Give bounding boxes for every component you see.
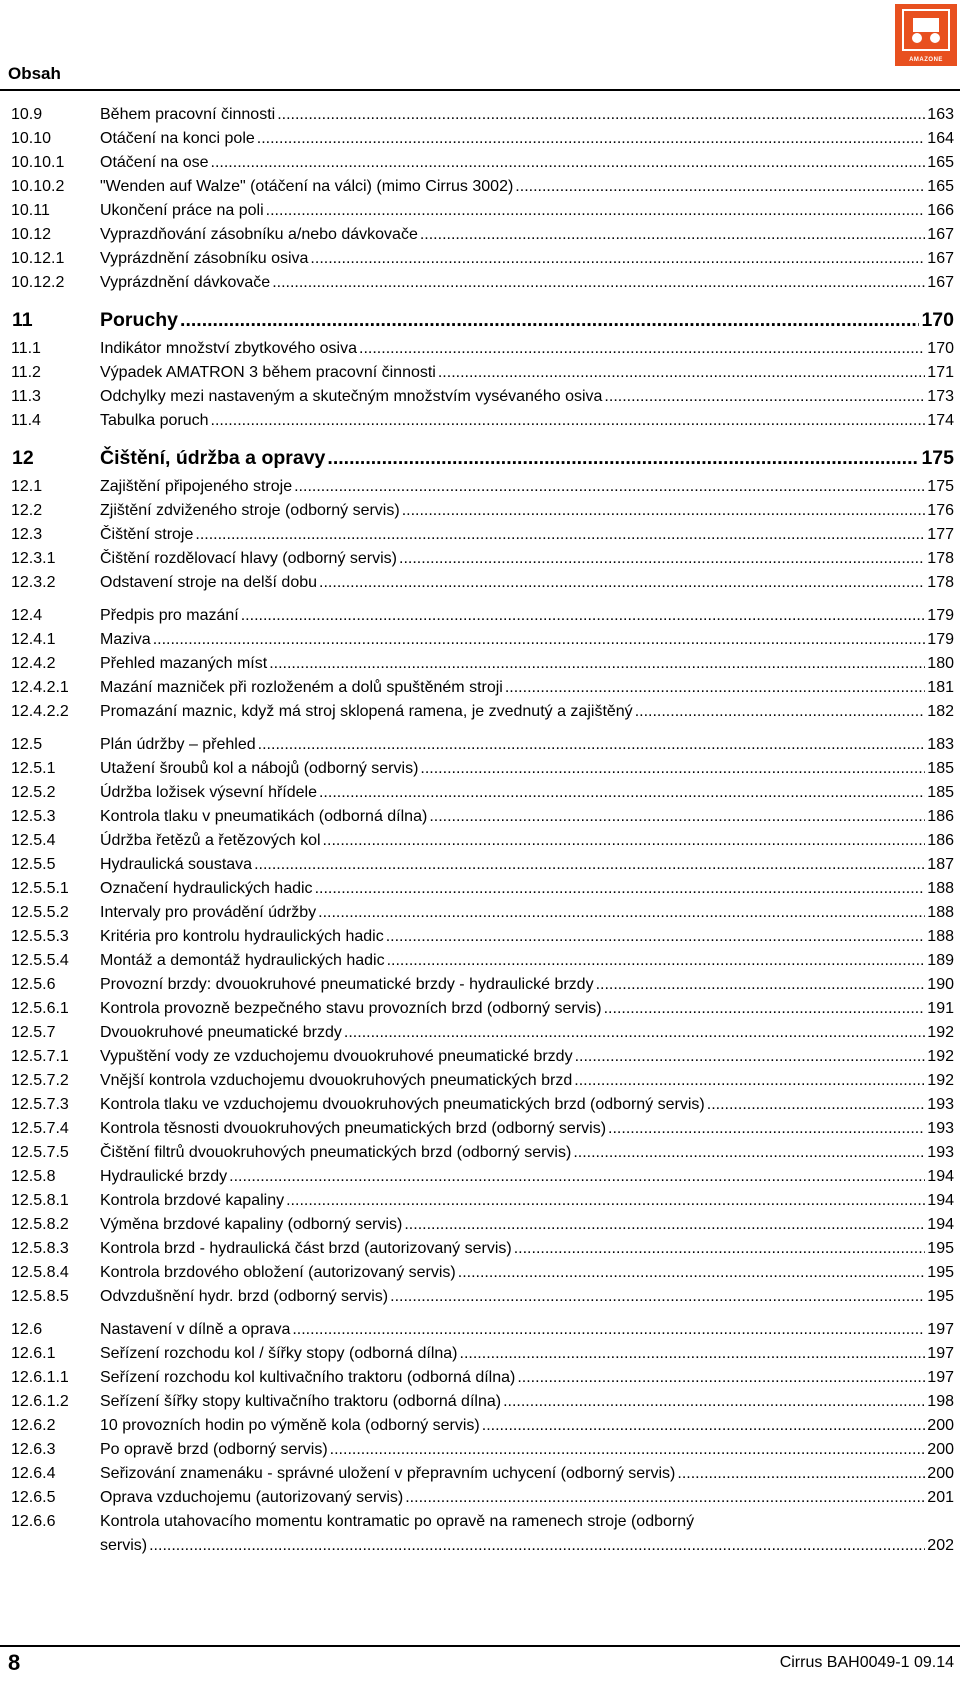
toc-leader-dots [241,604,926,628]
header-rule [0,89,960,91]
toc-entry[interactable] [0,103,960,127]
toc-entry-number: 12.6.2 [11,1417,56,1434]
toc-page-number: 174 [927,412,954,429]
toc-entry[interactable] [0,901,960,925]
toc-page-number: 165 [927,178,954,195]
toc-entry-number: 10.12.2 [11,274,65,291]
toc-leader-dots [258,733,926,757]
toc-entry-number: 12.3.1 [11,550,56,567]
toc-page-number: 193 [927,1144,954,1161]
toc-page-number: 183 [927,736,954,753]
toc-entry[interactable] [0,223,960,247]
toc-entry-title: Mazání mazniček při rozloženém a dolů spuštěném stroji [100,679,503,696]
toc-page-number: 197 [927,1369,954,1386]
toc-entry[interactable] [0,1510,960,1556]
toc-page-number: 185 [927,760,954,777]
toc-entry[interactable] [0,1165,960,1189]
toc-entry[interactable] [0,409,960,433]
toc-entry-number: 12.5.7.3 [11,1096,69,1113]
toc-entry-title: Provozní brzdy: dvouokruhové pneumatické brzdy - hydraulické brzdy [100,976,594,993]
toc-entry[interactable] [0,829,960,853]
toc-entry-title: Maziva [100,631,151,648]
toc-entry-title: Nastavení v dílně a oprava [100,1321,291,1338]
toc-entry-title: Seřízení rozchodu kol / šířky stopy (odborná dílna) [100,1345,458,1362]
toc-entry[interactable] [0,877,960,901]
toc-leader-dots [438,361,925,385]
toc-entry-title: Kontrola brzdového obložení (autorizovaný servis) [100,1264,456,1281]
toc-entry-title: Kontrola utahovacího momentu kontramatic po opravě na ramenech stroje (odborný [100,1513,695,1530]
toc-entry-number: 10.11 [11,202,50,219]
toc-page-number: 194 [927,1168,954,1185]
table-of-contents [0,103,960,1556]
toc-page-number: 193 [927,1096,954,1113]
toc-entry-number: 10.12.1 [11,250,65,267]
toc-entry[interactable] [0,1045,960,1069]
toc-leader-dots [211,151,926,175]
toc-entry-number: 12.5.5.3 [11,928,69,945]
toc-entry-number: 12.6.4 [11,1465,56,1482]
toc-entry[interactable] [0,604,960,628]
toc-entry-title: Tabulka poruch [100,412,209,429]
toc-entry-title: Seřízení rozchodu kol kultivačního traktoru (odborná dílna) [100,1369,516,1386]
toc-entry[interactable] [0,385,960,409]
toc-entry-title: Indikátor množství zbytkového osiva [100,340,358,357]
toc-leader-dots [149,1534,925,1558]
toc-entry-title: Údržba ložisek výsevní hřídele [100,784,317,801]
document-id: Cirrus BAH0049-1 09.14 [779,1654,954,1671]
toc-page-number: 188 [927,904,954,921]
toc-page-number: 197 [927,1321,954,1338]
toc-entry-title: Čištění rozdělovací hlavy (odborný servis) [100,550,398,567]
toc-entry-title: Vnější kontrola vzduchojemu dvouokruhových pneumatických brzd [100,1072,573,1089]
toc-leader-dots [315,877,926,901]
toc-entry-title: Promazání maznic, když má stroj sklopená ramena, je zvednutý a zajištěný [100,703,633,720]
toc-entry-number: 10.12 [11,226,52,243]
toc-entry-title: Seřízení šířky stopy kultivačního traktoru (odborná dílna) [100,1393,502,1410]
toc-entry-number: 12.5.6 [11,976,56,993]
toc-leader-dots [635,700,926,724]
toc-page-number: 170 [927,340,954,357]
toc-entry-title: Čištění filtrů dvouokruhových pneumatických brzd (odborný servis) [100,1144,572,1161]
toc-entry[interactable] [0,1342,960,1366]
toc-page-number: 192 [927,1072,954,1089]
toc-entry-title: Odvzdušnění hydr. brzd (odborný servis) [100,1288,389,1305]
toc-entry-number: 12.4.2.2 [11,703,69,720]
toc-page-number: 166 [927,202,954,219]
toc-entry-title: Dvouokruhové pneumatické brzdy [100,1024,342,1041]
toc-entry[interactable] [0,499,960,523]
toc-entry[interactable] [0,1318,960,1342]
toc-entry[interactable] [0,271,960,295]
toc-entry[interactable] [0,733,960,757]
toc-entry-number: 12.3 [11,526,43,543]
toc-entry[interactable] [0,1213,960,1237]
toc-entry-number: 12.5.2 [11,784,56,801]
toc-page-number: 188 [927,928,954,945]
toc-page-number: 177 [927,526,954,543]
toc-page-number: 170 [921,309,954,331]
toc-entry-title: Odchylky mezi nastaveným a skutečným množstvím vysévaného osiva [100,388,603,405]
toc-leader-dots [604,997,926,1021]
toc-entry[interactable] [0,175,960,199]
toc-page-number: 197 [927,1345,954,1362]
amazone-logo [895,4,957,66]
toc-entry-title: Předpis pro mazání [100,607,239,624]
toc-leader-dots [359,337,925,361]
section-title: Obsah [8,64,61,83]
toc-entry-number: 12.5.8.4 [11,1264,69,1281]
toc-entry-title: Vyprázdnění zásobníku osiva [100,250,309,267]
toc-entry-title: Čištění, údržba a opravy [100,447,326,469]
toc-entry-number: 10.9 [11,106,43,123]
toc-entry-title: Čištění stroje [100,526,194,543]
toc-leader-dots [386,925,926,949]
toc-leader-dots [390,1285,925,1309]
toc-entry-title: Odstavení stroje na delší dobu [100,574,318,591]
toc-entry-number: 12.5.7.1 [11,1048,69,1065]
toc-entry[interactable] [0,1438,960,1462]
toc-entry[interactable] [0,199,960,223]
toc-entry-number: 12.1 [11,478,43,495]
toc-entry-number: 12.4 [11,607,43,624]
toc-leader-dots [429,805,925,829]
toc-entry-title: Kontrola brzdové kapaliny [100,1192,285,1209]
toc-entry[interactable] [0,1237,960,1261]
toc-leader-dots [229,1165,925,1189]
toc-page-number: 200 [927,1417,954,1434]
toc-page-number: 191 [927,1000,954,1017]
toc-entry-title: Ukončení práce na poli [100,202,264,219]
toc-leader-dots [310,247,925,271]
toc-entry-title: Otáčení na ose [100,154,209,171]
toc-entry-number: 12.6.1.2 [11,1393,69,1410]
toc-leader-dots [405,1486,925,1510]
toc-entry[interactable] [0,127,960,151]
toc-entry[interactable] [0,700,960,724]
toc-leader-dots [319,571,925,595]
toc-entry[interactable] [0,925,960,949]
toc-entry-title: Kontrola těsnosti dvouokruhových pneumatických brzd (odborný servis) [100,1120,607,1137]
toc-page-number: 200 [927,1465,954,1482]
toc-entry-number: 12.5.4 [11,832,56,849]
toc-entry-number: 11.1 [11,340,41,357]
toc-page-number: 193 [927,1120,954,1137]
toc-entry-number: 10.10.2 [11,178,65,195]
toc-leader-dots [254,853,925,877]
toc-entry-title: Zajištění připojeného stroje [100,478,293,495]
toc-page-number: 187 [927,856,954,873]
toc-entry-title: Otáčení na konci pole [100,130,255,147]
toc-page-number: 186 [927,832,954,849]
toc-page-number: 175 [921,447,954,469]
toc-page-number: 190 [927,976,954,993]
toc-entry-number: 12.5.7.4 [11,1120,69,1137]
page-number: 8 [8,1650,21,1675]
toc-entry-number: 12.5.8 [11,1168,56,1185]
toc-leader-dots [323,829,926,853]
toc-leader-dots [460,1342,926,1366]
toc-leader-dots [420,757,925,781]
toc-entry[interactable] [0,949,960,973]
toc-page-number: 179 [927,631,954,648]
toc-entry-title: Kontrola brzd - hydraulická část brzd (autorizovaný servis) [100,1240,512,1257]
toc-page-number: 186 [927,808,954,825]
toc-leader-dots [575,1045,926,1069]
toc-leader-dots [272,271,925,295]
toc-entry-number: 12.5.8.5 [11,1288,69,1305]
toc-entry-number: 11.2 [11,364,41,381]
toc-leader-dots [402,499,926,523]
toc-entry-title: Montáž a demontáž hydraulických hadic [100,952,385,969]
toc-page-number: 175 [927,478,954,495]
toc-page-number: 178 [927,574,954,591]
toc-entry[interactable] [0,676,960,700]
toc-page-number: 192 [927,1024,954,1041]
toc-leader-dots [517,1366,925,1390]
toc-entry-number: 12.6.5 [11,1489,56,1506]
toc-entry-number: 12.5.8.2 [11,1216,69,1233]
toc-entry-title: Kontrola provozně bezpečného stavu provozních brzd (odborný servis) [100,1000,602,1017]
toc-entry-title: "Wenden auf Walze" (otáčení na válci) (mimo Cirrus 3002) [100,178,514,195]
toc-page-number: 202 [927,1537,954,1554]
toc-entry[interactable] [0,781,960,805]
toc-entry[interactable] [0,247,960,271]
logo-text: AMAZONE [909,57,943,63]
toc-leader-dots [292,1318,925,1342]
toc-entry-title: Kritéria pro kontrolu hydraulických hadic [100,928,384,945]
toc-entry-number: 12.5.8.3 [11,1240,69,1257]
toc-entry[interactable] [0,1285,960,1309]
toc-page-number: 198 [927,1393,954,1410]
toc-leader-dots [266,199,926,223]
toc-entry-number: 12.5.5 [11,856,56,873]
toc-entry-number: 12.5.5.2 [11,904,69,921]
toc-leader-dots [573,1141,925,1165]
toc-entry-title: Údržba řetězů a řetězových kol [100,832,321,849]
toc-entry-number: 12.4.2.1 [11,679,69,696]
toc-leader-dots [514,1237,926,1261]
toc-entry[interactable] [0,1117,960,1141]
toc-leader-dots [604,385,925,409]
toc-entry[interactable] [0,1069,960,1093]
toc-leader-dots [344,1021,925,1045]
toc-page-number: 165 [927,154,954,171]
toc-entry-title: Utažení šroubů kol a nábojů (odborný servis) [100,760,419,777]
toc-entry-number: 12.5.5.1 [11,880,69,897]
toc-entry-number: 12 [12,447,34,469]
toc-entry[interactable] [0,997,960,1021]
toc-entry-number: 12.6.3 [11,1441,56,1458]
toc-entry-number: 12.6.1 [11,1345,56,1362]
toc-entry-title: Plán údržby – přehled [100,736,256,753]
toc-entry-title: Hydraulická soustava [100,856,253,873]
toc-entry[interactable] [0,853,960,877]
toc-entry-number: 12.5.7.5 [11,1144,69,1161]
toc-entry-number: 11.4 [11,412,41,429]
toc-page-number: 167 [927,250,954,267]
toc-page-number: 178 [927,550,954,567]
toc-entry[interactable] [0,805,960,829]
toc-entry-title: Kontrola tlaku ve vzduchojemu dvouokruhových pneumatických brzd (odborný servis) [100,1096,705,1113]
toc-leader-dots [319,781,925,805]
toc-leader-dots [399,547,925,571]
toc-leader-dots [153,628,926,652]
toc-entry-number: 10.10 [11,130,52,147]
toc-leader-dots [608,1117,925,1141]
toc-entry[interactable] [0,628,960,652]
toc-entry-number: 12.6.6 [11,1513,56,1530]
toc-leader-dots [195,523,925,547]
toc-chapter[interactable] [0,304,960,337]
toc-entry[interactable] [0,475,960,499]
toc-page-number: 164 [927,130,954,147]
toc-page-number: 180 [927,655,954,672]
toc-entry-number: 12.5.6.1 [11,1000,69,1017]
toc-entry-title: Kontrola tlaku v pneumatikách (odborná dílna) [100,808,428,825]
toc-leader-dots [327,442,919,475]
toc-leader-dots [286,1189,925,1213]
toc-entry-title: Vyprázdnění dávkovače [100,274,271,291]
toc-entry-title: Během pracovní činnosti [100,106,276,123]
toc-entry-number: 12.3.2 [11,574,56,591]
toc-entry[interactable] [0,571,960,595]
toc-leader-dots [482,1414,926,1438]
toc-leader-dots [330,1438,926,1462]
toc-page-number: 167 [927,274,954,291]
toc-entry-title: Výměna brzdové kapaliny (odborný servis) [100,1216,403,1233]
toc-leader-dots [294,475,925,499]
toc-entry-title: Vyprazdňování zásobníku a/nebo dávkovače [100,226,418,243]
toc-entry-number: 12.6 [11,1321,43,1338]
toc-entry-title: 10 provozních hodin po výměně kola (odborný servis) [100,1417,480,1434]
toc-leader-dots [404,1213,925,1237]
toc-entry-number: 12.5.3 [11,808,56,825]
toc-entry[interactable] [0,973,960,997]
toc-leader-dots [505,676,925,700]
toc-entry-title: Vypuštění vody ze vzduchojemu dvouokruhové pneumatické brzdy [100,1048,573,1065]
toc-entry[interactable] [0,1261,960,1285]
toc-entry[interactable] [0,337,960,361]
toc-leader-dots [420,223,925,247]
toc-leader-dots [277,103,925,127]
toc-entry-number: 12.2 [11,502,43,519]
toc-entry[interactable] [0,1021,960,1045]
toc-entry-number: 12.4.2 [11,655,56,672]
toc-page-number: 163 [927,106,954,123]
toc-leader-dots [458,1261,926,1285]
toc-page-number: 185 [927,784,954,801]
toc-leader-dots [257,127,926,151]
toc-entry-title: Výpadek AMATRON 3 během pracovní činnosti [100,364,436,381]
toc-entry-number: 12.6.1.1 [11,1369,69,1386]
toc-entry[interactable] [0,547,960,571]
toc-page-number: 182 [927,703,954,720]
toc-leader-dots [318,901,925,925]
toc-entry-number: 10.10.1 [11,154,65,171]
toc-entry[interactable] [0,151,960,175]
toc-leader-dots [387,949,926,973]
toc-entry[interactable] [0,757,960,781]
toc-entry-title: servis) [100,1537,148,1554]
toc-leader-dots [574,1069,925,1093]
toc-entry[interactable] [0,1366,960,1390]
toc-page-number: 179 [927,607,954,624]
toc-entry-number: 12.5.7 [11,1024,56,1041]
toc-entry-title: Poruchy [100,309,179,331]
toc-page-number: 176 [927,502,954,519]
toc-entry-number: 12.5.8.1 [11,1192,69,1209]
toc-entry-number: 12.4.1 [11,631,56,648]
toc-entry[interactable] [0,523,960,547]
toc-page-number: 171 [927,364,954,381]
toc-leader-dots [503,1390,925,1414]
toc-page-number: 194 [927,1216,954,1233]
toc-page-number: 189 [927,952,954,969]
toc-entry[interactable] [0,1141,960,1165]
toc-entry-title: Zjištění zdviženého stroje (odborný servis) [100,502,400,519]
toc-entry-title: Intervaly pro provádění údržby [100,904,317,921]
toc-entry-number: 12.5 [11,736,43,753]
toc-page-number: 195 [927,1264,954,1281]
toc-leader-dots [269,652,925,676]
toc-entry-number: 11 [12,309,33,331]
toc-leader-dots [677,1462,925,1486]
toc-leader-dots [211,409,926,433]
toc-page-number: 201 [927,1489,954,1506]
toc-entry-title: Po opravě brzd (odborný servis) [100,1441,328,1458]
toc-entry[interactable] [0,361,960,385]
toc-entry-number: 12.5.5.4 [11,952,69,969]
toc-entry[interactable] [0,1462,960,1486]
toc-entry-title: Označení hydraulických hadic [100,880,313,897]
toc-page-number: 188 [927,880,954,897]
toc-leader-dots [707,1093,926,1117]
toc-entry[interactable] [0,1390,960,1414]
toc-page-number: 181 [927,679,954,696]
toc-entry-title: Seřizování znamenáku - správné uložení v přepravním uchycení (odborný servis) [100,1465,676,1482]
toc-chapter[interactable] [0,442,960,475]
toc-entry[interactable] [0,1486,960,1510]
toc-leader-dots [596,973,926,997]
toc-leader-dots [180,304,919,337]
toc-leader-dots [515,175,925,199]
toc-entry-title: Přehled mazaných míst [100,655,268,672]
toc-entry-number: 12.5.7.2 [11,1072,69,1089]
toc-page-number: 167 [927,226,954,243]
toc-entry[interactable] [0,1189,960,1213]
toc-entry-number: 11.3 [11,388,41,405]
toc-entry-number: 12.5.1 [11,760,56,777]
toc-entry[interactable] [0,1093,960,1117]
toc-entry[interactable] [0,1414,960,1438]
toc-page-number: 200 [927,1441,954,1458]
toc-page-number: 173 [927,388,954,405]
toc-page-number: 195 [927,1240,954,1257]
toc-entry[interactable] [0,652,960,676]
toc-page-number: 195 [927,1288,954,1305]
toc-page-number: 192 [927,1048,954,1065]
toc-entry-title: Oprava vzduchojemu (autorizovaný servis) [100,1489,404,1506]
toc-page-number: 194 [927,1192,954,1209]
footer-rule [0,1645,960,1647]
toc-entry-title: Hydraulické brzdy [100,1168,228,1185]
